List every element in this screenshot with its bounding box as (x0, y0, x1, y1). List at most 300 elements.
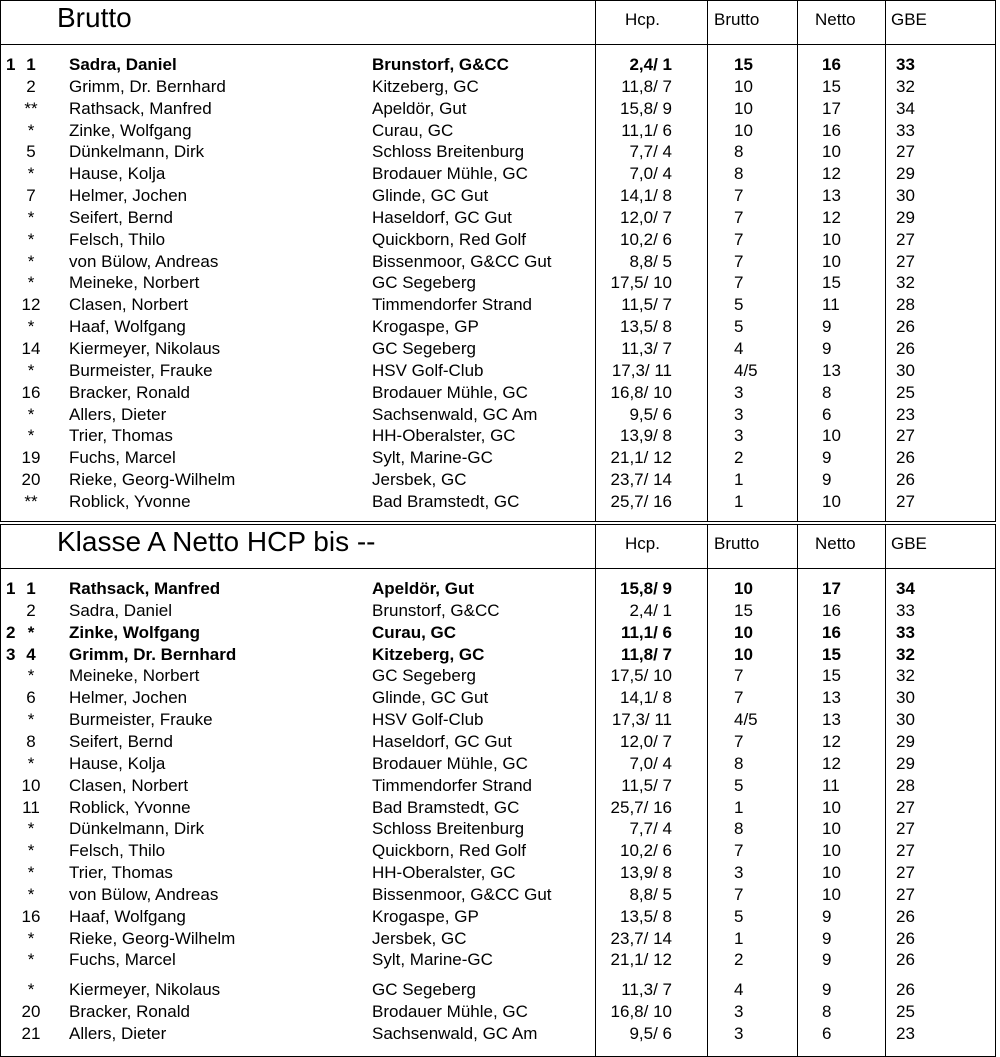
player-name-cell: Rathsack, Manfred (69, 99, 212, 118)
player-name-cell: Fuchs, Marcel (69, 950, 176, 969)
club-cell: Curau, GC (372, 121, 454, 140)
club-cell: HH-Oberalster, GC (372, 863, 516, 882)
table-row (0, 688, 996, 710)
brutto-cell: 4/5 (734, 361, 758, 380)
brutto-cell: 3 (734, 1002, 744, 1021)
hcp-cell: 13,5/ 8 (620, 907, 672, 926)
hcp-cell: 9,5/ 6 (629, 1024, 672, 1043)
player-name-cell: von Bülow, Andreas (69, 252, 219, 271)
table-row (0, 929, 996, 951)
brutto-cell: 10 (734, 579, 753, 598)
rank-cell: * (27, 666, 35, 685)
club-cell: Krogaspe, GP (372, 907, 479, 926)
netto-cell: 9 (822, 448, 832, 467)
rank-cell: 1 (26, 55, 36, 74)
gbe-cell: 32 (896, 273, 915, 292)
player-name-cell: Roblick, Yvonne (69, 798, 191, 817)
netto-cell: 13 (822, 361, 841, 380)
netto-cell: 10 (822, 863, 841, 882)
player-name-cell: Burmeister, Frauke (69, 361, 213, 380)
table-row (0, 492, 996, 514)
brutto-cell: 15 (734, 601, 753, 620)
table-row (0, 579, 996, 601)
netto-cell: 10 (822, 798, 841, 817)
player-name-cell: Dünkelmann, Dirk (69, 819, 205, 838)
rank-cell: 2 (26, 77, 36, 96)
netto-cell: 10 (822, 142, 841, 161)
gbe-cell: 33 (896, 623, 915, 642)
table-row (0, 470, 996, 492)
rank-cell: 8 (26, 732, 36, 751)
club-cell: Glinde, GC Gut (372, 186, 489, 205)
hcp-cell: 11,5/ 7 (621, 776, 672, 795)
rank-cell: 14 (21, 339, 41, 358)
club-cell: Haseldorf, GC Gut (372, 208, 512, 227)
gbe-cell: 33 (896, 55, 915, 74)
hcp-header: Hcp. (625, 534, 660, 553)
hcp-cell: 8,8/ 5 (629, 885, 672, 904)
hcp-cell: 16,8/ 10 (610, 1002, 672, 1021)
table-row (0, 339, 996, 361)
brutto-cell: 3 (734, 383, 744, 402)
hcp-cell: 13,9/ 8 (620, 863, 672, 882)
brutto-cell: 1 (734, 798, 744, 817)
table-row (0, 754, 996, 776)
hcp-cell: 17,5/ 10 (610, 666, 672, 685)
gbe-cell: 33 (896, 601, 915, 620)
rank-cell: * (27, 950, 35, 969)
gbe-cell: 27 (896, 492, 915, 511)
netto-header: Netto (815, 534, 856, 553)
gbe-cell: 26 (896, 317, 915, 336)
player-name-cell: Kiermeyer, Nikolaus (69, 339, 221, 358)
brutto-cell: 7 (734, 732, 744, 751)
table-row (0, 798, 996, 820)
netto-cell: 16 (822, 55, 841, 74)
player-name-cell: Fuchs, Marcel (69, 448, 176, 467)
hcp-cell: 7,7/ 4 (629, 142, 672, 161)
rank-cell: 12 (21, 295, 41, 314)
brutto-cell: 10 (734, 99, 753, 118)
gbe-cell: 23 (896, 405, 915, 424)
brutto-cell: 5 (734, 776, 744, 795)
player-name-cell: Clasen, Norbert (69, 295, 189, 314)
gbe-cell: 23 (896, 1024, 915, 1043)
brutto-cell: 10 (734, 645, 753, 664)
rank-cell: * (27, 208, 35, 227)
gbe-cell: 26 (896, 980, 915, 999)
brutto-cell: 7 (734, 841, 744, 860)
player-name-cell: Trier, Thomas (69, 426, 173, 445)
gbe-cell: 27 (896, 426, 915, 445)
club-cell: Sylt, Marine-GC (372, 448, 493, 467)
table-row (0, 142, 996, 164)
hcp-cell: 11,8/ 7 (621, 77, 672, 96)
club-cell: Sachsenwald, GC Am (372, 405, 538, 424)
table-row (0, 295, 996, 317)
rank-cell: * (27, 121, 35, 140)
table-row (0, 230, 996, 252)
hcp-cell: 12,0/ 7 (620, 732, 672, 751)
rank-cell: * (27, 317, 35, 336)
hcp-cell: 11,1/ 6 (620, 623, 672, 642)
player-name-cell: Dünkelmann, Dirk (69, 142, 205, 161)
rank-cell: * (27, 929, 35, 948)
table-row (0, 710, 996, 732)
table-row (0, 383, 996, 405)
club-cell: Timmendorfer Strand (372, 295, 532, 314)
table-row (0, 208, 996, 230)
rank-cell: * (27, 230, 35, 249)
brutto-cell: 2 (734, 448, 744, 467)
section-title: Brutto (57, 2, 132, 33)
brutto-cell: 1 (734, 492, 744, 511)
netto-cell: 10 (822, 841, 841, 860)
table-row (0, 732, 996, 754)
gbe-cell: 29 (896, 164, 915, 183)
brutto-cell: 7 (734, 885, 744, 904)
rank-cell: * (27, 885, 35, 904)
netto-cell: 9 (822, 950, 832, 969)
player-name-cell: Seifert, Bernd (69, 732, 173, 751)
gbe-cell: 28 (896, 776, 915, 795)
header-divider (0, 44, 996, 45)
brutto-cell: 10 (734, 623, 753, 642)
netto-cell: 16 (822, 121, 841, 140)
gbe-cell: 32 (896, 666, 915, 685)
player-name-cell: Helmer, Jochen (69, 186, 188, 205)
table-row (0, 950, 996, 972)
hcp-cell: 7,7/ 4 (629, 819, 672, 838)
netto-cell: 15 (822, 273, 841, 292)
table-row (0, 426, 996, 448)
header-divider (0, 568, 996, 569)
gbe-cell: 26 (896, 448, 915, 467)
table-row (0, 55, 996, 77)
player-name-cell: Rathsack, Manfred (69, 579, 221, 598)
rank-cell: * (27, 841, 35, 860)
gbe-cell: 27 (896, 841, 915, 860)
gbe-cell: 30 (896, 710, 915, 729)
netto-cell: 10 (822, 492, 841, 511)
brutto-cell: 3 (734, 863, 744, 882)
netto-cell: 16 (822, 601, 841, 620)
place-cell: 3 (6, 645, 16, 664)
gbe-cell: 26 (896, 907, 915, 926)
player-name-cell: Meineke, Norbert (69, 666, 200, 685)
table-row (0, 273, 996, 295)
brutto-cell: 7 (734, 666, 744, 685)
brutto-cell: 4/5 (734, 710, 758, 729)
rank-cell: * (27, 863, 35, 882)
gbe-cell: 32 (896, 645, 915, 664)
netto-cell: 9 (822, 980, 832, 999)
netto-cell: 12 (822, 732, 841, 751)
club-cell: Schloss Breitenburg (372, 819, 525, 838)
club-cell: Jersbek, GC (372, 470, 467, 489)
club-cell: GC Segeberg (372, 339, 476, 358)
player-name-cell: Burmeister, Frauke (69, 710, 213, 729)
hcp-cell: 14,1/ 8 (620, 688, 672, 707)
gbe-cell: 28 (896, 295, 915, 314)
table-row (0, 645, 996, 667)
netto-cell: 15 (822, 666, 841, 685)
hcp-cell: 13,9/ 8 (620, 426, 672, 445)
netto-cell: 13 (822, 710, 841, 729)
table-row (0, 121, 996, 143)
club-cell: Timmendorfer Strand (372, 776, 532, 795)
table-row (0, 907, 996, 929)
gbe-cell: 29 (896, 732, 915, 751)
hcp-cell: 23,7/ 14 (610, 929, 672, 948)
netto-cell: 10 (822, 819, 841, 838)
brutto-cell: 5 (734, 907, 744, 926)
rank-cell: 20 (21, 1002, 41, 1021)
table-row (0, 317, 996, 339)
player-name-cell: Felsch, Thilo (69, 841, 166, 860)
brutto-cell: 5 (734, 295, 744, 314)
player-name-cell: Haaf, Wolfgang (69, 907, 186, 926)
club-cell: Quickborn, Red Golf (372, 841, 527, 860)
rank-cell: * (27, 252, 35, 271)
club-cell: GC Segeberg (372, 980, 476, 999)
table-row (0, 841, 996, 863)
club-cell: Brunstorf, G&CC (372, 601, 500, 620)
netto-cell: 6 (822, 405, 832, 424)
player-name-cell: Zinke, Wolfgang (69, 121, 192, 140)
club-cell: Bad Bramstedt, GC (372, 798, 520, 817)
player-name-cell: Hause, Kolja (69, 754, 166, 773)
rank-cell: 16 (21, 907, 41, 926)
rank-cell: 6 (26, 688, 36, 707)
rank-cell: ** (24, 492, 38, 511)
rank-cell: * (27, 819, 35, 838)
player-name-cell: Felsch, Thilo (69, 230, 166, 249)
gbe-header: GBE (891, 10, 927, 29)
player-name-cell: Sadra, Daniel (69, 601, 173, 620)
brutto-cell: 3 (734, 426, 744, 445)
netto-cell: 17 (822, 579, 841, 598)
netto-cell: 12 (822, 208, 841, 227)
table-row (0, 1002, 996, 1024)
netto-cell: 13 (822, 186, 841, 205)
club-cell: Krogaspe, GP (372, 317, 479, 336)
gbe-header: GBE (891, 534, 927, 553)
hcp-cell: 11,8/ 7 (620, 645, 672, 664)
netto-cell: 12 (822, 754, 841, 773)
hcp-cell: 15,8/ 9 (620, 99, 672, 118)
netto-cell: 15 (822, 77, 841, 96)
brutto-cell: 5 (734, 317, 744, 336)
brutto-cell: 2 (734, 950, 744, 969)
brutto-cell: 1 (734, 929, 744, 948)
player-name-cell: von Bülow, Andreas (69, 885, 219, 904)
hcp-cell: 8,8/ 5 (629, 252, 672, 271)
gbe-cell: 29 (896, 754, 915, 773)
gbe-cell: 27 (896, 819, 915, 838)
hcp-cell: 16,8/ 10 (610, 383, 672, 402)
hcp-cell: 10,2/ 6 (620, 841, 672, 860)
hcp-cell: 21,1/ 12 (610, 448, 672, 467)
netto-cell: 8 (822, 1002, 832, 1021)
rank-cell: 7 (26, 186, 36, 205)
table-row (0, 164, 996, 186)
rank-cell: 4 (26, 645, 36, 664)
player-name-cell: Kiermeyer, Nikolaus (69, 980, 221, 999)
player-name-cell: Haaf, Wolfgang (69, 317, 186, 336)
rank-cell: * (27, 164, 35, 183)
player-name-cell: Grimm, Dr. Bernhard (69, 77, 226, 96)
klasse-a-netto-section (0, 524, 996, 1057)
hcp-cell: 12,0/ 7 (620, 208, 672, 227)
club-cell: Apeldör, Gut (372, 99, 467, 118)
place-cell: 1 (6, 579, 16, 598)
rank-cell: * (27, 980, 35, 999)
gbe-cell: 30 (896, 361, 915, 380)
netto-cell: 9 (822, 339, 832, 358)
netto-cell: 15 (822, 645, 841, 664)
club-cell: Bissenmoor, G&CC Gut (372, 885, 552, 904)
hcp-cell: 17,3/ 11 (611, 361, 672, 380)
hcp-cell: 25,7/ 16 (610, 798, 672, 817)
hcp-cell: 15,8/ 9 (620, 579, 672, 598)
player-name-cell: Clasen, Norbert (69, 776, 189, 795)
club-cell: Sachsenwald, GC Am (372, 1024, 538, 1043)
netto-cell: 12 (822, 164, 841, 183)
gbe-cell: 34 (896, 99, 915, 118)
player-name-cell: Bracker, Ronald (69, 1002, 190, 1021)
club-cell: Apeldör, Gut (372, 579, 474, 598)
club-cell: Curau, GC (372, 623, 457, 642)
rank-cell: 20 (21, 470, 41, 489)
player-name-cell: Allers, Dieter (69, 405, 167, 424)
club-cell: Brodauer Mühle, GC (372, 164, 528, 183)
club-cell: HH-Oberalster, GC (372, 426, 516, 445)
table-row (0, 776, 996, 798)
brutto-cell: 1 (734, 470, 744, 489)
brutto-cell: 8 (734, 754, 744, 773)
brutto-header: Brutto (714, 534, 760, 553)
brutto-cell: 10 (734, 77, 753, 96)
club-cell: Brodauer Mühle, GC (372, 1002, 528, 1021)
table-row (0, 819, 996, 841)
table-row (0, 1024, 996, 1046)
club-cell: Glinde, GC Gut (372, 688, 489, 707)
club-cell: Jersbek, GC (372, 929, 467, 948)
gbe-cell: 27 (896, 863, 915, 882)
player-name-cell: Meineke, Norbert (69, 273, 200, 292)
player-name-cell: Seifert, Bernd (69, 208, 173, 227)
club-cell: Kitzeberg, GC (372, 77, 479, 96)
netto-cell: 9 (822, 470, 832, 489)
club-cell: Haseldorf, GC Gut (372, 732, 512, 751)
gbe-cell: 30 (896, 688, 915, 707)
brutto-cell: 7 (734, 688, 744, 707)
brutto-cell: 7 (734, 186, 744, 205)
hcp-cell: 7,0/ 4 (629, 754, 672, 773)
hcp-cell: 11,3/ 7 (621, 339, 672, 358)
club-cell: Brunstorf, G&CC (372, 55, 509, 74)
rank-cell: 2 (26, 601, 36, 620)
hcp-cell: 11,5/ 7 (621, 295, 672, 314)
netto-cell: 8 (822, 383, 832, 402)
netto-cell: 9 (822, 929, 832, 948)
club-cell: GC Segeberg (372, 273, 476, 292)
netto-cell: 16 (822, 623, 841, 642)
place-cell: 2 (6, 623, 16, 642)
player-name-cell: Zinke, Wolfgang (69, 623, 200, 642)
club-cell: Quickborn, Red Golf (372, 230, 527, 249)
netto-cell: 17 (822, 99, 841, 118)
brutto-cell: 15 (734, 55, 753, 74)
gbe-cell: 26 (896, 339, 915, 358)
club-cell: HSV Golf-Club (372, 361, 484, 380)
hcp-cell: 21,1/ 12 (610, 950, 672, 969)
rank-cell: ** (24, 99, 38, 118)
gbe-cell: 27 (896, 798, 915, 817)
club-cell: Bissenmoor, G&CC Gut (372, 252, 552, 271)
rank-cell: * (27, 710, 35, 729)
hcp-cell: 17,3/ 11 (611, 710, 672, 729)
hcp-cell: 14,1/ 8 (620, 186, 672, 205)
brutto-cell: 4 (734, 980, 744, 999)
netto-cell: 11 (822, 295, 840, 314)
netto-cell: 10 (822, 252, 841, 271)
brutto-cell: 8 (734, 819, 744, 838)
brutto-cell: 3 (734, 1024, 744, 1043)
hcp-cell: 17,5/ 10 (610, 273, 672, 292)
place-cell: 1 (6, 55, 16, 74)
player-name-cell: Rieke, Georg-Wilhelm (69, 470, 236, 489)
netto-cell: 10 (822, 885, 841, 904)
netto-cell: 10 (822, 230, 841, 249)
player-name-cell: Allers, Dieter (69, 1024, 167, 1043)
club-cell: GC Segeberg (372, 666, 476, 685)
table-row (0, 601, 996, 623)
netto-cell: 6 (822, 1024, 832, 1043)
gbe-cell: 27 (896, 142, 915, 161)
table-row (0, 885, 996, 907)
brutto-cell: 8 (734, 142, 744, 161)
brutto-cell: 10 (734, 121, 753, 140)
table-row (0, 448, 996, 470)
rank-cell: 1 (26, 579, 36, 598)
hcp-cell: 10,2/ 6 (620, 230, 672, 249)
rank-cell: * (27, 273, 35, 292)
netto-header: Netto (815, 10, 856, 29)
brutto-cell: 7 (734, 252, 744, 271)
brutto-cell: 4 (734, 339, 744, 358)
table-row (0, 77, 996, 99)
rank-cell: 21 (21, 1024, 41, 1043)
rank-cell: 19 (21, 448, 41, 467)
rank-cell: * (27, 426, 35, 445)
table-row (0, 863, 996, 885)
brutto-section (0, 0, 996, 522)
rank-cell: 10 (21, 776, 41, 795)
hcp-cell: 25,7/ 16 (610, 492, 672, 511)
hcp-cell: 11,1/ 6 (621, 121, 672, 140)
rank-cell: 11 (22, 798, 40, 817)
gbe-cell: 29 (896, 208, 915, 227)
gbe-cell: 26 (896, 470, 915, 489)
hcp-cell: 2,4/ 1 (629, 55, 672, 74)
player-name-cell: Bracker, Ronald (69, 383, 190, 402)
hcp-cell: 23,7/ 14 (610, 470, 672, 489)
player-name-cell: Grimm, Dr. Bernhard (69, 645, 237, 664)
rank-cell: 16 (21, 383, 41, 402)
player-name-cell: Trier, Thomas (69, 863, 173, 882)
